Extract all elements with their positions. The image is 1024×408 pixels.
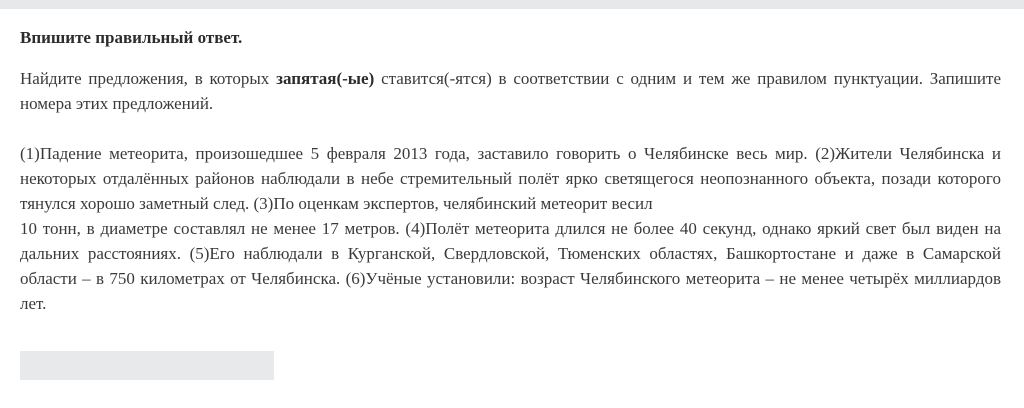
instruction-text-before: Найдите предложения, в которых [20, 69, 277, 88]
top-bar [0, 0, 1024, 9]
instruction-bold-term: запятая(-ые) [276, 69, 375, 88]
task-title: Впишите правильный ответ. [20, 28, 243, 47]
passage-part-2: 10 тонн, в диаметре составлял не менее 17 метров. (4)Полёт метеорита длился не более 40 секунд, однако яркий свет был виден на дальних расстояниях. (5)Его наблюдали в Курганской, Свердловской, Тюменских областях, Башкортостане и даже в Самарской области – в 750 километрах от Челябинска. (6)Учёные установили: возраст Челябинского метеорита – не менее четырёх миллиардов лет. [20, 219, 1001, 313]
task-instruction [20, 66, 1001, 116]
answer-input[interactable] [20, 351, 274, 380]
passage-part-1: (1)Падение метеорита, произошедшее 5 февраля 2013 года, заставило говорить о Челябинске весь мир. (2)Жители Челябинска и некоторых отдалённых районов наблюдали в небе стремительный полёт ярко светящегося неопознанного объекта, позади которого тянулся хорошо заметный след. (3)По оценкам экспертов, челябинский метеорит весил [20, 144, 1001, 213]
instruction-text-after: ставится(-ятся) в соответствии с одним и тем же правилом пунктуации. Запишите номера этих предложений. [20, 69, 1001, 113]
task-content [20, 26, 1001, 316]
reading-passage [20, 141, 1001, 316]
